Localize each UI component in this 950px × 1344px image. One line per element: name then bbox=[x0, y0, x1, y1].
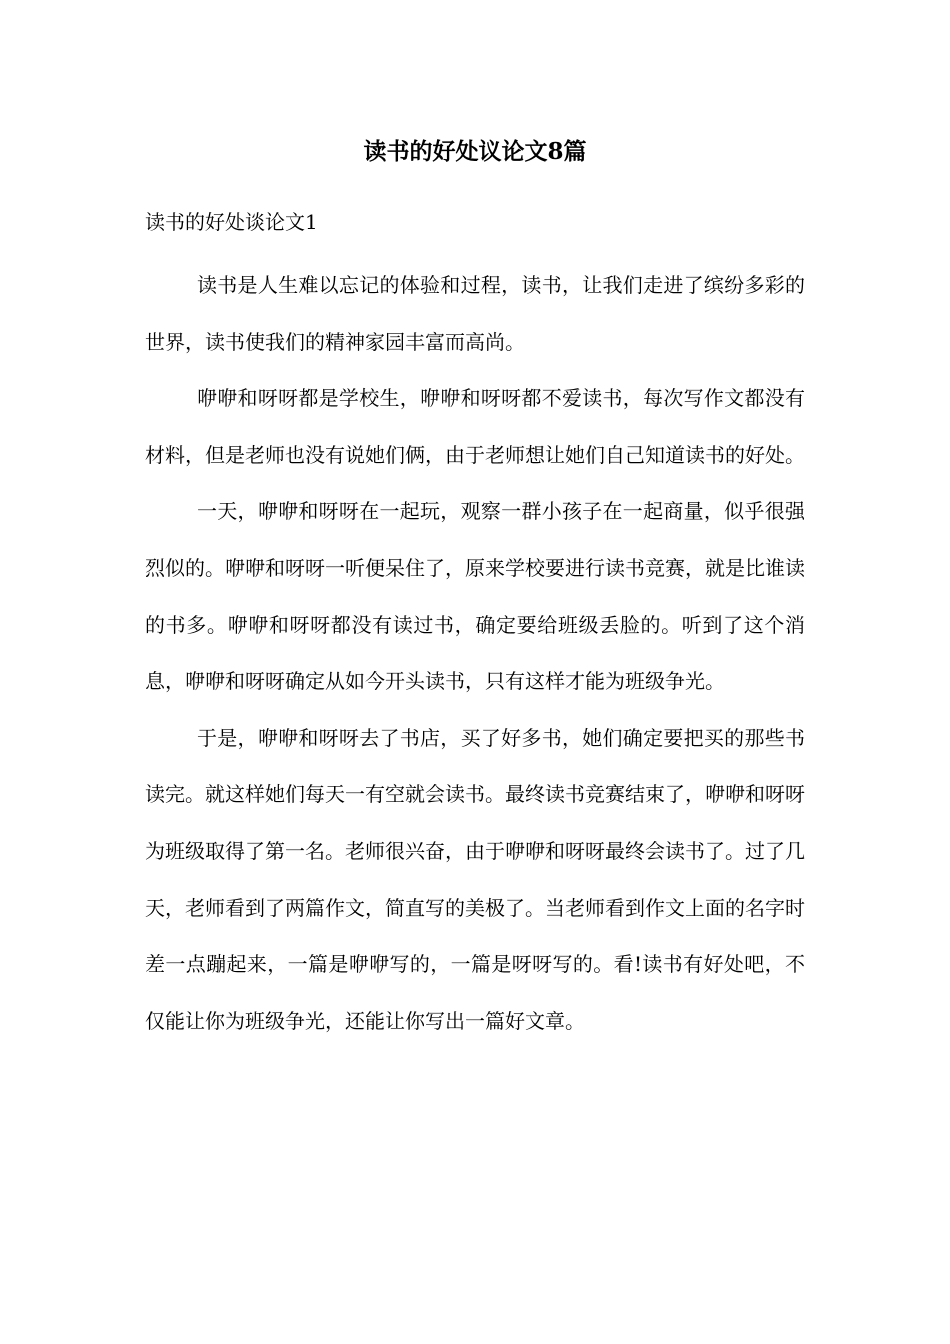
paragraph: 咿咿和呀呀都是学校生，咿咿和呀呀都不爱读书，每次写作文都没有材料，但是老师也没有说她们俩，由于老师想让她们自己知道读书的好处。 bbox=[145, 386, 805, 467]
paragraph: 读书是人生难以忘记的体验和过程，读书，让我们走进了缤纷多彩的世界，读书使我们的精神家园丰富而高尚。 bbox=[145, 273, 805, 354]
paragraph: 一天，咿咿和呀呀在一起玩，观察一群小孩子在一起商量，似乎很强烈似的。咿咿和呀呀一听便呆住了，原来学校要进行读书竞赛，就是比谁读的书多。咿咿和呀呀都没有读过书，确定要给班级丢脸的。听到了这个消息，咿咿和呀呀确定从如今开头读书，只有这样才能为班级争光。 bbox=[145, 499, 805, 694]
paragraph: 于是，咿咿和呀呀去了书店，买了好多书，她们确定要把买的那些书读完。就这样她们每天一有空就会读书。最终读书竞赛结束了，咿咿和呀呀为班级取得了第一名。老师很兴奋，由于咿咿和呀呀最终会读书了。过了几天，老师看到了两篇作文，简直写的美极了。当老师看到作文上面的名字时差一点蹦起来，一篇是咿咿写的，一篇是呀呀写的。看!读书有好处吧，不仅能让你为班级争光，还能让你写出一篇好文章。 bbox=[145, 725, 805, 1033]
section-heading: 读书的好处谈论文1 bbox=[145, 210, 318, 234]
body-text bbox=[145, 257, 805, 1049]
document-title: 读书的好处议论文8篇 bbox=[363, 138, 587, 165]
